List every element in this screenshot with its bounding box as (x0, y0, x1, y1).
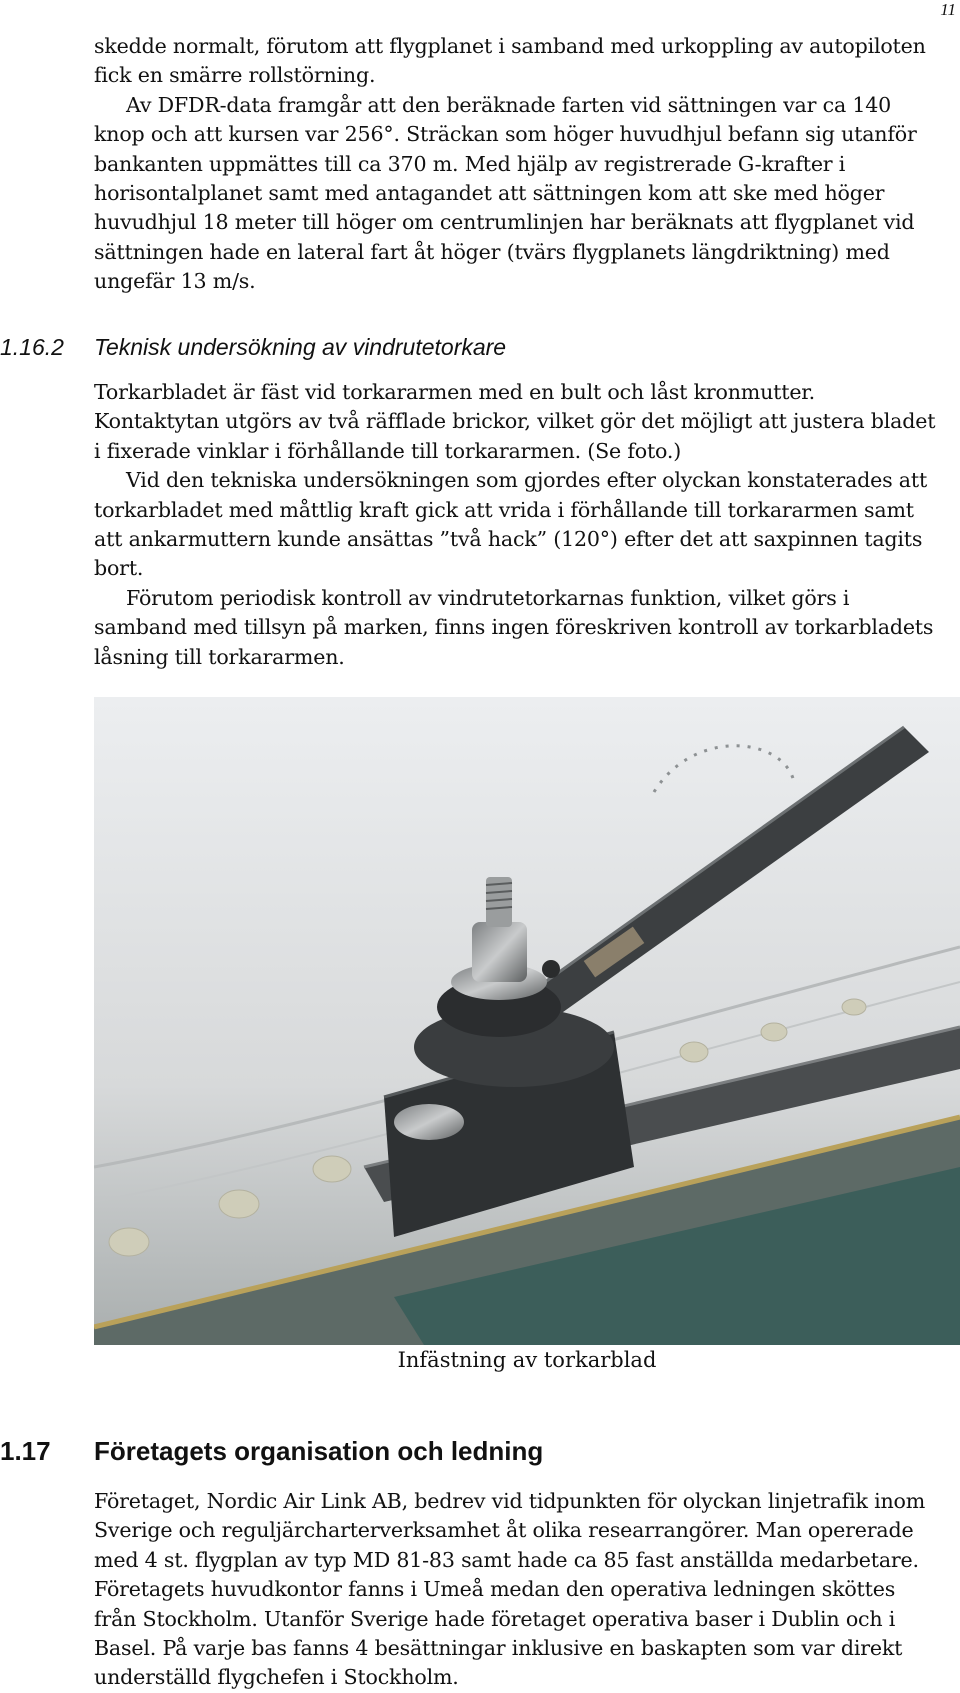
section-1-16-2-body (94, 378, 938, 672)
section-number: 1.17 (0, 1436, 51, 1466)
paragraph: Av DFDR-data framgår att den beräknade farten vid sättningen var ca 140 knop och att kursen var 256°. Sträckan som höger huvudhjul befann sig utanför bankanten uppmättes till ca 370 m. Med hjälp av registrerade G-krafter i horisontalplanet samt med antagandet att sättningen kom att ske med höger huvudhjul 18 meter till höger om centrumlinjen har beräknats att flygplanet vid sättningen hade en lateral fart åt höger (tvärs flygplanets längdriktning) med ungefär 13 m/s. (94, 92, 917, 294)
paragraph: Vid den tekniska undersökningen som gjordes efter olyckan konstaterades att torkarbladet med måttlig kraft gick att vrida i förhållande till torkararmen samt att ankarmuttern kunde ansättas ”två hack” (120°) efter det att saxpinnen tagits bort. (94, 468, 928, 581)
paragraph: skedde normalt, förutom att flygplanet i samband med urkoppling av autopiloten fick en smärre rollstörning. (94, 34, 926, 88)
section-1-17-body (94, 1487, 938, 1693)
paragraph: Förutom periodisk kontroll av vindrutetorkarnas funktion, vilket görs i samband med tillsyn på marken, finns ingen föreskriven kontroll av torkarbladets låsning till torkararmen. (94, 585, 934, 669)
page-number: 11 (940, 0, 956, 19)
wiper-mount-photo (94, 697, 960, 1345)
intro-text (94, 32, 938, 297)
photo-caption: Infästning av torkarblad (397, 1348, 657, 1372)
section-title: Företagets organisation och ledning (94, 1436, 544, 1466)
paragraph: Företaget, Nordic Air Link AB, bedrev vid tidpunkten för olyckan linjetrafik inom Sverige och reguljärcharterverksamhet åt olika researrangörer. Man opererade med 4 st. flygplan av typ MD 81-83 samt hade ca 85 fast anställda medarbetare. Företagets huvudkontor fanns i Umeå medan den operativa ledningen sköttes från Stockholm. Utanför Sverige hade företaget operativa baser i Dublin och i Basel. På varje bas fanns 4 besättningar inklusive en baskapten som var direkt underställd flygchefen i Stockholm. (94, 1489, 926, 1690)
paragraph: Torkarbladet är fäst vid torkararmen med en bult och låst kronmutter. Kontaktytan utgörs av två räfflade brickor, vilket gör det möjligt att justera bladet i fixerade vinklar i förhållande till torkararmen. (Se foto.) (94, 380, 936, 463)
photo-illustration (94, 697, 960, 1345)
section-title: Teknisk undersökning av vindrutetorkare (94, 334, 507, 360)
section-heading-1-16-2 (0, 334, 506, 361)
section-number: 1.16.2 (0, 334, 64, 360)
section-heading-1-17 (0, 1436, 543, 1467)
